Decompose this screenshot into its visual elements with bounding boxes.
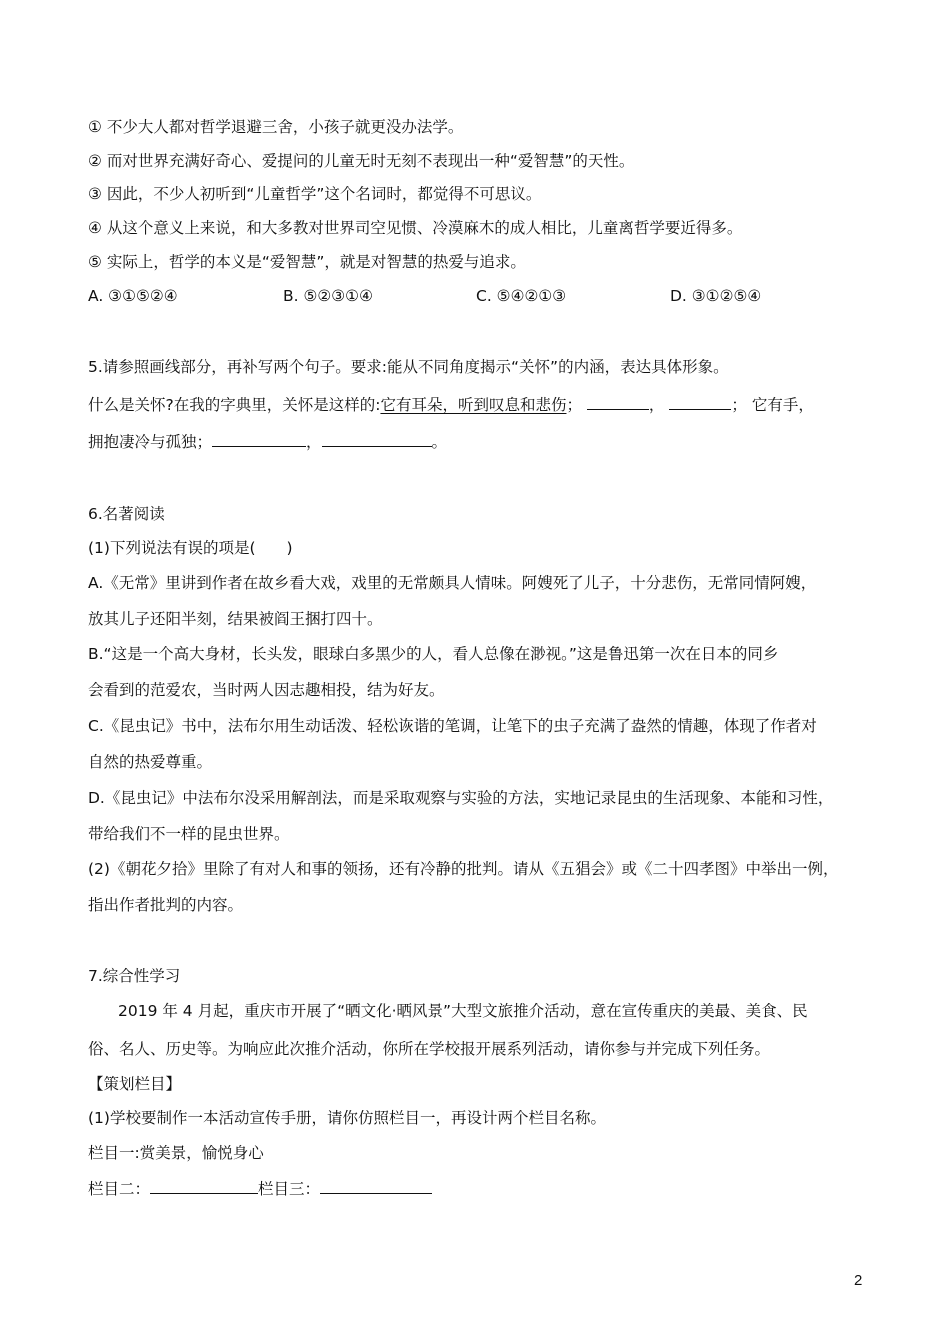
q7-task-1: (1)学校要制作一本活动宣传手册，请你仿照栏目一，再设计两个栏目名称。 [88,1109,606,1127]
q7-para-1: 2019 年 4 月起，重庆市开展了“晒文化·晒风景”大型文旅推介活动，意在宣传重庆的美最、美食、民 [118,1002,808,1020]
q4-item-1: ① 不少大人都对哲学退避三舍，小孩子就更没办法学。 [88,118,464,136]
q7-column-2-label: 栏目二： [88,1180,151,1198]
q7-column-3-blank[interactable] [320,1177,432,1194]
q5-sep: ； [566,396,582,414]
q6-sub-2-line1: (2)《朝花夕拾》里除了有对人和事的领扬，还有冷静的批判。请从《五猖会》或《二十四孝图》中举出一例， [88,860,839,878]
q6-line-d1: D.《昆虫记》中法布尔没采用解剖法，而是采取观察与实验的方法，实地记录昆虫的生活现象、本能和习性， [88,789,834,807]
q7-column-2-blank[interactable] [150,1177,258,1194]
q5-comma: ， [306,433,322,451]
q5-end: 。 [431,433,448,451]
q5-title: 5.请参照画线部分，再补写两个句子。要求:能从不同角度揭示“关怀”的内涵，表达具体形象。 [88,358,729,376]
q4-option-d: D. ③①②⑤④ [670,287,762,305]
q6-sub-2-line2: 指出作者批判的内容。 [88,896,244,914]
q5-blank-1[interactable] [587,393,649,410]
q7-column-1: 栏目一:赏美景，愉悦身心 [88,1144,264,1162]
q5-blank-2[interactable] [669,393,731,410]
q5-suffix: 它有手， [751,396,814,414]
q4-item-2: ② 而对世界充满好奇心、爱提问的儿童无时无刻不表现出一种“爱智慧”的天性。 [88,152,635,170]
q6-line-b1: B.“这是一个高大身材，长头发，眼球白多黑少的人，看人总像在渺视。”这是鲁迅第一次在日本的同乡 [88,645,779,663]
q6-sub-1: (1)下列说法有误的项是( ) [88,539,293,557]
q5-example-underlined: 它有耳朵，听到叹息和悲伤 [380,396,567,414]
q5-prefix: 什么是关怀?在我的字典里，关怀是这样的: [88,396,381,414]
q4-item-4: ④ 从这个意义上来说，和大多教对世界司空见惯、冷漠麻木的成人相比，儿童离哲学要近得多。 [88,219,743,237]
q6-line-c1: C.《昆虫记》书中，法布尔用生动话泼、轻松诙谐的笔调，让笔下的虫子充满了盎然的情趣，体现了作者对 [88,717,817,735]
q6-line-a1: A.《无常》里讲到作者在故乡看大戏，戏里的无常颇具人情味。阿嫂死了儿子，十分悲伤，无常同情阿嫂， [88,574,817,592]
q5-blank-4[interactable] [322,430,432,447]
q6-line-a2: 放其儿子还阳半刻，结果被阎王捆打四十。 [88,610,383,628]
q4-option-c: C. ⑤④②①③ [476,287,567,305]
q4-options [88,285,888,307]
q5-sep: ； [731,396,747,414]
q4-item-5: ⑤ 实际上，哲学的本义是“爱智慧”，就是对智慧的热爱与追求。 [88,253,526,271]
q6-line-c2: 自然的热爱尊重。 [88,753,213,771]
q7-para-2: 俗、名人、历史等。为响应此次推介活动，你所在学校报开展系列活动，请你参与并完成下列任务。 [88,1040,771,1058]
q7-column-3-label: 栏目三： [258,1180,321,1198]
q6-line-d2: 带给我们不一样的昆虫世界。 [88,825,290,843]
q4-item-3: ③ 因此，不少人初听到“儿童哲学”这个名词时，都觉得不可思议。 [88,185,542,203]
q7-section-heading: 【策划栏目】 [88,1075,182,1093]
q7-columns-2-3 [88,1177,432,1200]
q4-option-a: A. ③①⑤②④ [88,287,178,305]
q5-blank-3[interactable] [212,430,306,447]
q5-comma: ， [648,396,665,414]
q6-line-b2: 会看到的范爱农，当时两人因志趣相投，结为好友。 [88,681,445,699]
q5-prefix-2: 拥抱凄冷与孤独； [88,433,213,451]
q5-line-2 [88,430,447,453]
q5-line-1 [88,393,814,416]
q6-title: 6.名著阅读 [88,505,165,523]
q7-title: 7.综合性学习 [88,967,181,985]
page-number: 2 [854,1272,863,1289]
q4-option-b: B. ⑤②③①④ [283,287,373,305]
